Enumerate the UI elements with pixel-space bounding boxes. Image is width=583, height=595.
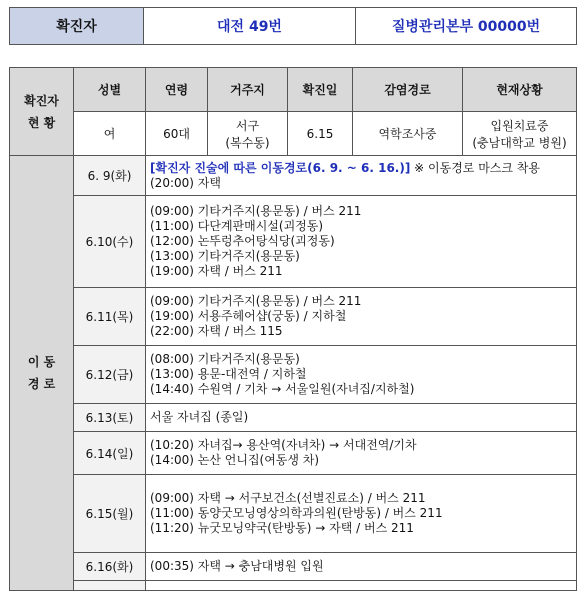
movement-date: 6.15(월) <box>74 475 146 553</box>
movement-row-cutoff <box>10 581 577 591</box>
case-summary-row <box>10 8 577 45</box>
header-infection-route: 감염경로 <box>353 68 463 112</box>
movement-event: (10:20) 자녀집→ 용산역(자녀차) → 서대전역/기차 <box>150 438 417 452</box>
status-value-row <box>10 112 577 156</box>
movement-section-label-line2: 경 로 <box>27 377 56 391</box>
movement-event: (19:00) 자택 / 버스 211 <box>150 264 283 278</box>
case-summary-table <box>9 7 577 45</box>
movement-event: (09:00) 자택 → 서구보건소(선별진료소) / 버스 211 <box>150 491 426 505</box>
movement-notice-mask: ※ 이동경로 마스크 착용 <box>410 160 540 175</box>
value-gender: 여 <box>74 112 146 156</box>
movement-row-5 <box>10 432 577 475</box>
movement-section-label-line1: 이 동 <box>27 355 56 369</box>
status-header-row <box>10 68 577 112</box>
movement-section-label <box>10 156 74 591</box>
movement-notice <box>150 161 576 176</box>
movement-events <box>146 288 577 346</box>
value-confirmed-date: 6.15 <box>288 112 353 156</box>
header-age: 연령 <box>146 68 208 112</box>
movement-events <box>146 404 577 432</box>
movement-date: 6.11(목) <box>74 288 146 346</box>
movement-date: 6.14(일) <box>74 432 146 475</box>
movement-row-3 <box>10 346 577 404</box>
movement-events <box>146 432 577 475</box>
value-residence-line1: 서구 <box>235 118 260 133</box>
movement-events <box>146 475 577 553</box>
value-current-status-line1: 입원치료중 <box>490 118 549 133</box>
status-section-label-line2: 현 황 <box>27 115 56 130</box>
movement-event: (13:00) 기타거주지(용문동) <box>150 249 300 263</box>
movement-row-6 <box>10 475 577 553</box>
movement-notice-period: [확진자 진술에 따른 이동경로(6. 9. ~ 6. 16.)] <box>150 160 411 175</box>
movement-event: (14:00) 논산 언니집(여동생 차) <box>150 453 320 467</box>
movement-events-empty <box>146 581 577 591</box>
movement-events <box>146 346 577 404</box>
header-current-status: 현재상황 <box>463 68 577 112</box>
summary-label: 확진자 <box>10 8 144 45</box>
movement-event: (12:00) 논뚜렁추어탕식당(괴정동) <box>150 234 335 248</box>
movement-event: (00:35) 자택 → 충남대병원 입원 <box>150 559 324 573</box>
movement-events <box>146 196 577 288</box>
movement-date: 6.13(토) <box>74 404 146 432</box>
status-section-label-line1: 확진자 <box>24 93 59 108</box>
movement-event: (11:20) 뉴굿모닝약국(탄방동) → 자택 / 버스 211 <box>150 521 414 535</box>
movement-event: (19:00) 서용주헤어샵(궁동) / 지하철 <box>150 309 347 323</box>
movement-event: (09:00) 기타거주지(용문동) / 버스 211 <box>150 294 362 308</box>
case-national-number: 질병관리본부 00000번 <box>356 8 577 45</box>
value-residence-line2: (복수동) <box>225 135 270 150</box>
movement-event: 서울 자녀집 (종일) <box>150 410 249 424</box>
movement-event: (20:00) 자택 <box>150 175 221 190</box>
case-detail-table <box>9 67 577 591</box>
movement-event: (09:00) 기타거주지(용문동) / 버스 211 <box>150 204 362 218</box>
value-residence <box>208 112 288 156</box>
movement-date: 6.16(화) <box>74 553 146 581</box>
movement-date: 6. 9(화) <box>74 156 146 196</box>
movement-event: (11:00) 동양굿모닝영상의학과의원(탄방동) / 버스 211 <box>150 506 443 520</box>
movement-row-0 <box>10 156 577 196</box>
value-current-status <box>463 112 577 156</box>
header-gender: 성별 <box>74 68 146 112</box>
movement-event: (08:00) 기타거주지(용문동) <box>150 352 300 366</box>
movement-row-1 <box>10 196 577 288</box>
status-section-label <box>10 68 74 156</box>
movement-events <box>146 553 577 581</box>
value-age: 60대 <box>146 112 208 156</box>
movement-date: 6.10(수) <box>74 196 146 288</box>
movement-row-4 <box>10 404 577 432</box>
movement-event: (22:00) 자택 / 버스 115 <box>150 324 283 338</box>
case-local-number: 대전 49번 <box>144 8 356 45</box>
movement-row-2 <box>10 288 577 346</box>
movement-events <box>146 156 577 196</box>
header-residence: 거주지 <box>208 68 288 112</box>
value-infection-route: 역학조사중 <box>353 112 463 156</box>
movement-row-7 <box>10 553 577 581</box>
movement-event: (14:40) 수원역 / 기차 → 서울일원(자녀집/지하철) <box>150 382 415 396</box>
movement-event: (11:00) 다단계판매시설(괴정동) <box>150 219 324 233</box>
movement-event: (13:00) 용문-대전역 / 지하철 <box>150 367 307 381</box>
movement-date: 6.12(금) <box>74 346 146 404</box>
movement-date-empty <box>74 581 146 591</box>
header-confirmed-date: 확진일 <box>288 68 353 112</box>
value-current-status-line2: (충남대학교 병원) <box>472 135 567 150</box>
